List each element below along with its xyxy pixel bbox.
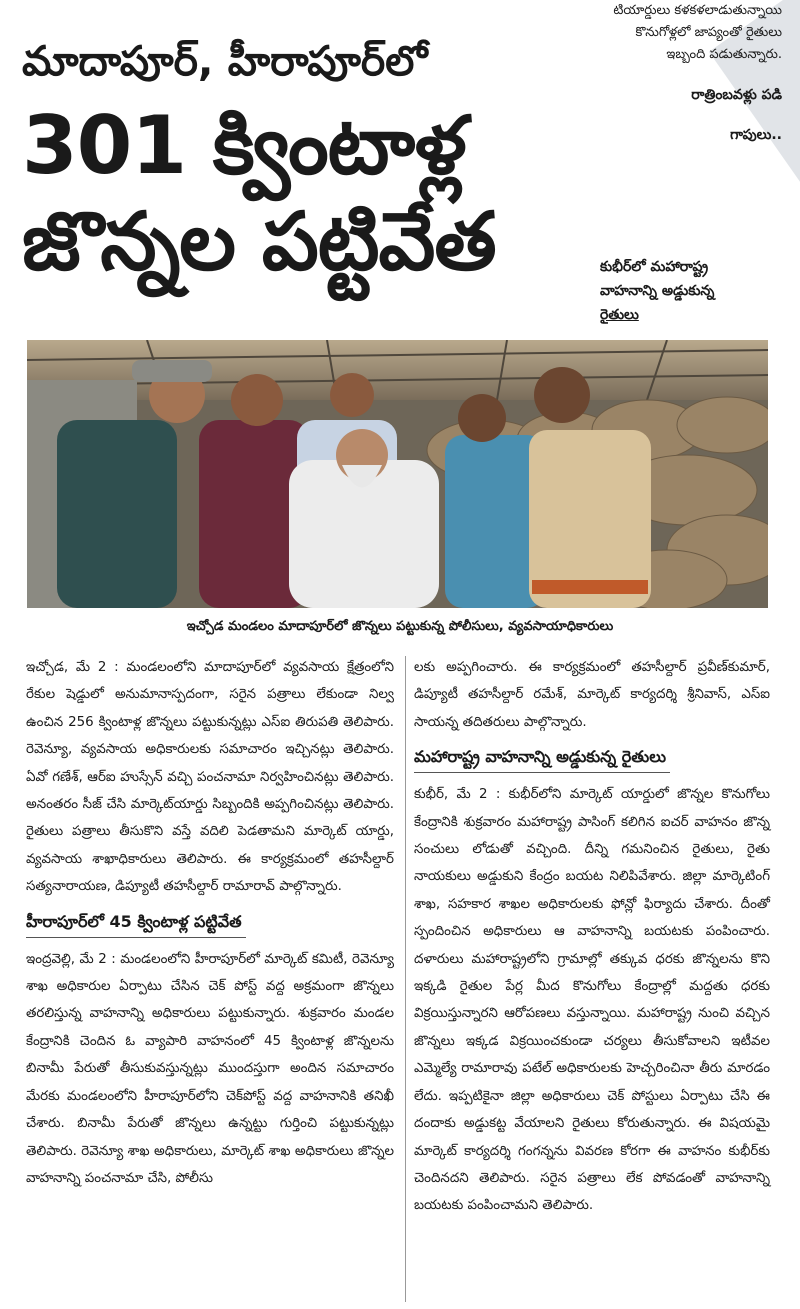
side-line-4: రాత్రింబవళ్లు పడి	[691, 87, 782, 103]
secondary-headline-line-2: వాహనాన్ని అడ్డుకున్న	[600, 283, 715, 299]
secondary-headline	[600, 255, 790, 327]
secondary-headline-line-1: కుభీర్‌లో మహారాష్ట్ర	[600, 259, 709, 275]
left-subhead: హీరాపూర్‌లో 45 క్వింటాళ్ల పట్టివేత	[26, 907, 246, 938]
right-paragraph-2: కుభీర్, మే 2 : కుభీర్‌లోని మార్కెట్ యార్డులో జొన్నల కొనుగోలు కేంద్రానికి శుక్రవారం మహారాష్ట్ర పాసింగ్ కలిగిన ఐచర్ వాహనం జొన్న సంచులు లోడుతో వచ్చింది. దీన్ని గమనించిన రైతులు, రైతు నాయకులు అడ్డుకుని కేంద్రం బయట నిలిపివేశారు. జిల్లా మార్కెటింగ్ శాఖ, సహకార శాఖల అధికారులకు ఫోన్లో ఫిర్యాదు చేశారు. దీంతో స్పందించిన అధికారులు ఆ వాహనాన్ని బయటకు పంపించారు. దళారులు మహారాష్ట్రలోని గ్రామాల్లో తక్కువ ధరకు జొన్నలను కొని ఇక్కడి రైతుల పేర్ల మీద కొనుగోలు కేంద్రాల్లో మద్దతు ధరకు విక్రయిస్తున్నారని ఆరోపణలు వస్తున్నాయి. మహారాష్ట్ర నుంచి వచ్చిన జొన్నలు ఇక్కడ విక్రయించకుండా చర్యలు తీసుకోవాలని ఇటీవల ఎమ్మెల్యే రామారావు పటేల్ అధికారులకు హెచ్చరించినా తీరు మారడం లేదు. ఇప్పటికైనా జిల్లా అధికారులు చెక్ పోస్టులు ఏర్పాటు చేసి ఈ దందాకు అడ్డుకట్ట వేయాలని రైతులు కోరుతున్నారు. ఈ విషయమై మార్కెట్ కార్యదర్శి గంగన్నను వివరణ కోరగా ఈ వాహనం కుభీర్‌కు చెందినదని తెలిపారు. సరైన పత్రాలు లేక పోవడంతో వాహనాన్ని బయటకు పంపించామని తెలిపారు.	[414, 787, 770, 1214]
side-line-2: కొనుగోళ్లలో జాప్యంతో రైతులు	[635, 25, 782, 40]
news-photo	[27, 340, 768, 608]
left-column	[26, 654, 394, 1192]
column-rule	[405, 656, 406, 1302]
headline-line-2: జొన్నల పట్టివేత	[22, 195, 496, 288]
side-line-5: గాపులు..	[730, 127, 782, 143]
news-photo-illustration	[27, 340, 768, 608]
right-column	[414, 654, 770, 1220]
right-paragraph-1: లకు అప్పగించారు. ఈ కార్యక్రమంలో తహసీల్దార్ ప్రవీణ్‌కుమార్, డిప్యూటీ తహసీల్దార్ రమేశ్, మార్కెట్ కార్యదర్శి శ్రీనివాస్, ఎస్‌ఐ సాయన్న తదితరులు పాల్గొన్నారు.	[414, 660, 770, 730]
left-paragraph-1: ఇచ్చోడ, మే 2 : మండలంలోని మాదాపూర్‌లో వ్యవసాయ క్షేత్రంలోని రేకుల షెడ్డులో అనుమానాస్పదంగా, సరైన పత్రాలు లేకుండా నిల్వ ఉంచిన 256 క్వింటాళ్ల జొన్నలు పట్టుకున్నట్లు ఎస్‌ఐ తిరుపతి తెలిపారు. రెవెన్యూ, వ్యవసాయ అధికారులకు సమాచారం ఇచ్చినట్లు తెలిపారు. ఏవో గణేశ్, ఆర్‌ఐ హుస్సేన్ వచ్చి పంచనామా నిర్వహించినట్లు తెలిపారు. అనంతరం సీజ్ చేసి మార్కెట్‌యార్డు సిబ్బందికి అప్పగించినట్లు తెలిపారు. రైతులు పత్రాలు తీసుకొని వస్తే వదిలి పెడతామని మార్కెట్ యార్డు, వ్యవసాయ శాఖాధికారులు తెలిపారు. ఈ కార్యక్రమంలో తహసీల్దార్ సత్యనారాయణ, డిప్యూటీ తహసీల్దార్ రామారావ్ పాల్గొన్నారు.	[26, 660, 394, 895]
side-line-1: టియార్డులు కళకళలాడుతున్నాయి	[613, 3, 782, 18]
right-subhead: మహారాష్ట్ర వాహనాన్ని అడ్డుకున్న రైతులు	[414, 742, 670, 773]
secondary-headline-line-3: రైతులు	[600, 307, 639, 323]
headline	[22, 98, 582, 290]
side-line-3: ఇబ్బంది పడుతున్నారు.	[666, 47, 782, 62]
left-paragraph-2: ఇంద్రవెల్లి, మే 2 : మండలంలోని హీరాపూర్‌లో మార్కెట్ కమిటీ, రెవెన్యూ శాఖ అధికారుల ఏర్పాటు చేసిన చెక్ పోస్ట్ వద్ద అక్రమంగా జొన్నలు తరలిస్తున్న వాహనాన్ని అధికారులు పట్టుకున్నారు. శుక్రవారం మండల కేంద్రానికి చెందిన ఓ వ్యాపారి వాహనంలో 45 క్వింటాళ్ల జొన్నలను బినామీ పేరుతో తీసుకువస్తున్నట్లు ముందస్తుగా అందిన సమాచారం మేరకు మండలంలోని హీరాపూర్‌లోని చెక్‌పోస్ట్ వద్ద వాహనానికి తనిఖీ చేశారు. బినామీ పేరుతో జొన్నలు ఉన్నట్టు గుర్తించి పట్టుకున్నట్లు తెలిపారు. రెవెన్యూ శాఖ అధికారులు, మార్కెట్ శాఖ అధికారులు జొన్నల వాహనాన్ని పంచనామా చేసి, పోలీసు	[26, 951, 394, 1186]
kicker: మాదాపూర్, హీరాపూర్‌లో	[22, 37, 428, 85]
headline-line-1: 301 క్వింటాళ్ల	[22, 99, 466, 192]
photo-caption: ఇచ్చోడ మండలం మాదాపూర్‌లో జొన్నలు పట్టుకున్న పోలీసులు, వ్యవసాయాధికారులు	[186, 619, 614, 634]
